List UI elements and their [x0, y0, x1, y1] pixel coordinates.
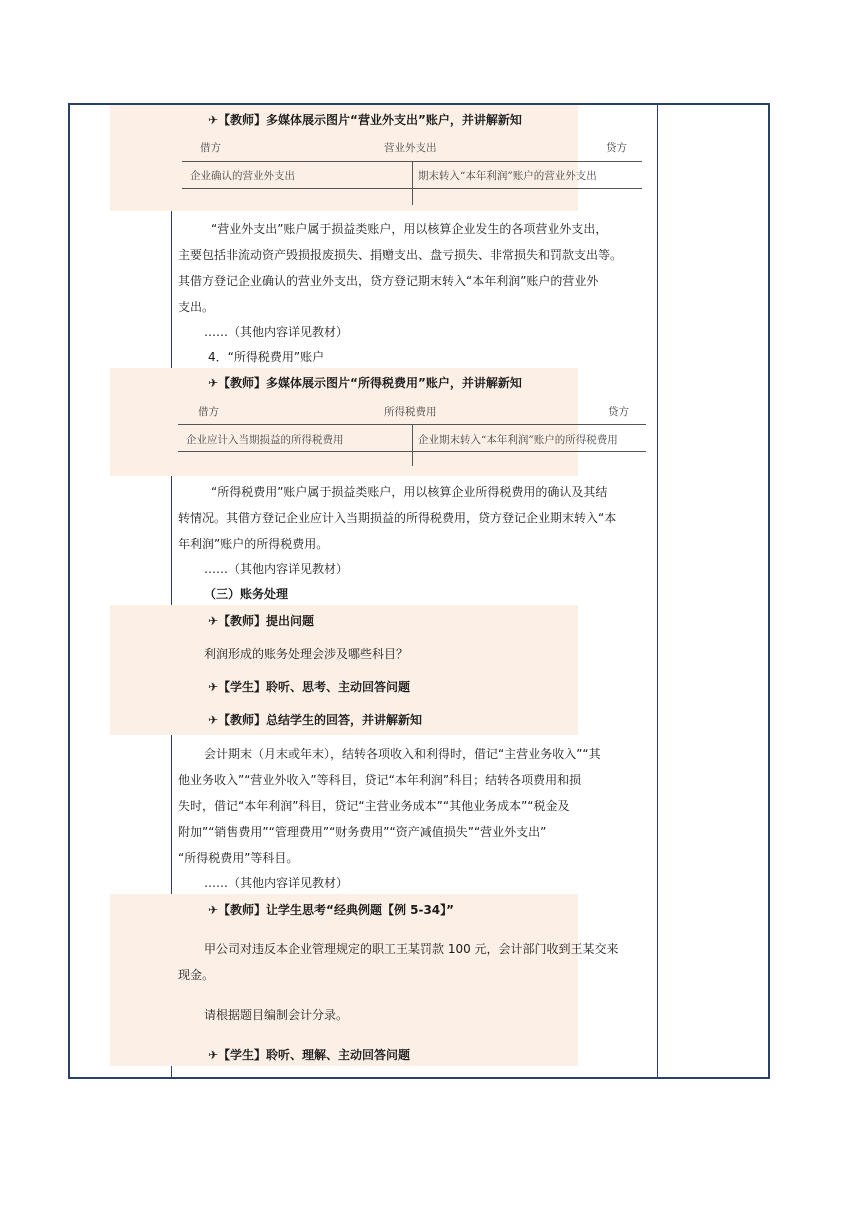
debit-entry: 企业确认的营业外支出	[190, 170, 295, 182]
para-closing-line1: 会计期末（月末或年末），结转各项收入和利得时，借记“主营业务收入”“其	[204, 747, 601, 761]
t-account-center-rule	[412, 161, 413, 205]
teacher-question: ✈【教师】提出问题	[208, 614, 315, 628]
example-text-line1: 甲公司对违反本企业管理规定的职工王某罚款 100 元，会计部门收到王某交来	[204, 942, 619, 956]
teacher-summary: ✈【教师】总结学生的回答，并讲解新知	[208, 713, 423, 727]
teacher-note-show-income-tax: ✈【教师】多媒体展示图片“所得税费用”账户，并讲解新知	[208, 376, 522, 390]
debit-label: 借方	[200, 142, 221, 154]
para-outside-expense-line1: “营业外支出”账户属于损益类账户，用以核算企业发生的各项营业外支出，	[211, 222, 608, 236]
column-divider-2	[657, 105, 658, 1077]
credit-label: 贷方	[606, 142, 627, 154]
section-heading-accounting: （三）账务处理	[204, 587, 289, 601]
para-income-tax-line1: “所得税费用”账户属于损益类账户，用以核算企业所得税费用的确认及其结	[211, 485, 608, 499]
t-account-outside-expense	[110, 131, 627, 211]
student-answer: ✈【学生】聆听、思考、主动回答问题	[208, 680, 411, 694]
example-task: 请根据题目编制会计分录。	[204, 1008, 349, 1022]
para-closing-line4: 附加”“销售费用”“管理费用”“财务费用”“资产减值损失”“营业外支出”	[178, 825, 547, 839]
student-understand: ✈【学生】聆听、理解、主动回答问题	[208, 1048, 411, 1062]
t-account-center-rule	[412, 424, 413, 466]
example-text-line2: 现金。	[178, 968, 215, 982]
para-income-tax-line3: 年利润”账户的所得税费用。	[178, 537, 329, 551]
ellipsis-note-1: ……（其他内容详见教材）	[204, 325, 349, 339]
question-text: 利润形成的账务处理会涉及哪些科目？	[204, 647, 409, 661]
para-closing-line3: 失时，借记“本年利润”科目，贷记“主营业务成本”“其他业务成本”“税金及	[178, 799, 570, 813]
ellipsis-note-3: ……（其他内容详见教材）	[204, 876, 349, 890]
credit-entry: 企业期末转入“本年利润”账户的所得税费用	[418, 434, 618, 446]
debit-entry: 企业应计入当期损益的所得税费用	[186, 434, 344, 446]
para-outside-expense-line2: 主要包括非流动资产毁损报废损失、捐赠支出、盘亏损失、非常损失和罚款支出等。	[178, 248, 623, 262]
account-title: 所得税费用	[384, 406, 437, 418]
item-heading-income-tax: 4．“所得税费用”账户	[208, 350, 325, 364]
para-income-tax-line2: 转情况。其借方登记企业应计入当期损益的所得税费用，贷方登记企业期末转入“本	[178, 511, 617, 525]
t-account-income-tax	[110, 394, 629, 476]
teacher-example-prompt: ✈【教师】让学生思考“经典例题【例 5-34】”	[208, 903, 455, 917]
t-account-mid-rule	[178, 451, 646, 452]
teacher-note-show-outside-expense: ✈【教师】多媒体展示图片“营业外支出”账户，并讲解新知	[208, 113, 522, 127]
para-outside-expense-line4: 支出。	[178, 300, 215, 314]
account-title: 营业外支出	[384, 142, 437, 154]
para-closing-line5: “所得税费用”等科目。	[178, 851, 299, 865]
t-account-mid-rule	[182, 188, 642, 189]
credit-label: 贷方	[608, 406, 629, 418]
credit-entry: 期末转入“本年利润”账户的营业外支出	[418, 170, 597, 182]
para-outside-expense-line3: 其借方登记企业确认的营业外支出，贷方登记期末转入“本年利润”账户的营业外	[178, 274, 599, 288]
para-closing-line2: 他业务收入”“营业外收入”等科目，贷记“本年利润”科目；结转各项费用和损	[178, 773, 582, 787]
debit-label: 借方	[198, 406, 219, 418]
ellipsis-note-2: ……（其他内容详见教材）	[204, 562, 349, 576]
